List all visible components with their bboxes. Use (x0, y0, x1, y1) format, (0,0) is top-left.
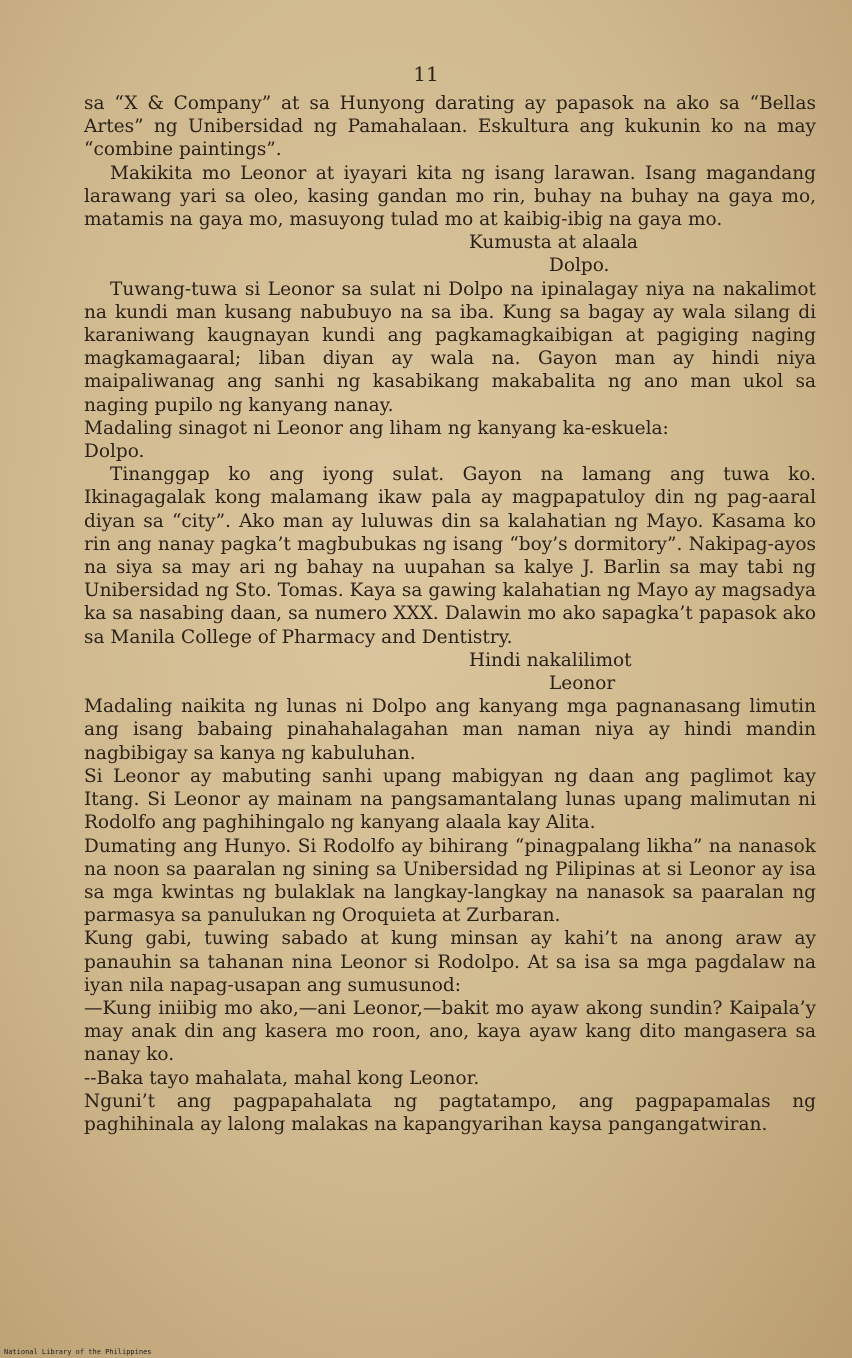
paragraph: Kung gabi, tuwing sabado at kung minsan ay kahi’t na anong araw ay panauhin sa tahanan nina Leonor si Rodolpo. At sa isa sa mga pagdalaw na iyan nila napag-usapan ang sumusunod: (84, 928, 816, 996)
footer-credit: National Library of the Philippines (4, 1348, 152, 1356)
paragraph: Tinanggap ko ang iyong sulat. Gayon na lamang ang tuwa ko. Ikinagagalak kong malamang ikaw pala ay magpapatuloy din ng pag-aaral diyan sa “city”. Ako man ay luluwas din sa kalahatian ng Mayo. Kasama ko rin ang nanay pagka’t magbubukas ng isang “boy’s dormitory”. Nakipag-ayos na siya sa may ari ng bahay na uupahan sa kalye J. Barlin sa may tabi ng Unibersidad ng Sto. Tomas. Kaya sa gawing kalahatian ng Mayo ay magsadya ka sa nasabing daan, sa numero XXX. Dalawin mo ako sapagka’t papasok ako sa Manila College of Pharmacy and Dentistry. (84, 464, 816, 648)
letter-closing: Kumusta at alaala (469, 232, 638, 254)
paragraph: Tuwang-tuwa si Leonor sa sulat ni Dolpo na ipinalagay niya na nakalimot na kundi man kusang nabubuyo na sa iba. Kung sa bagay ay wala silang di karaniwang kaugnayan kundi ang pagkamagkaibigan at pagiging naging magkamagaaral; liban diyan ay wala na. Gayon man ay hindi niya maipaliwanag ang sanhi ng kasabikang makabalita ng ano man ukol sa naging pupilo ng kanyang nanay. (84, 278, 816, 416)
letter-salutation: Dolpo. (84, 441, 145, 463)
dialogue-line: —Kung iniibig mo ako,—ani Leonor,—bakit mo ayaw akong sundin? Kaipala’y may anak din ang kasera mo roon, ano, kaya ayaw kang dito mangasera sa nanay ko. (84, 997, 816, 1066)
letter-closing: Hindi nakalilimot (469, 649, 632, 671)
paragraph: Madaling naikita ng lunas ni Dolpo ang kanyang mga pagnanasang limutin ang isang babaing pinahahalagahan man naman niya ay hindi mandin nagbibigay sa kanya ng kabuluhan. (84, 696, 816, 764)
paragraph: Madaling sinagot ni Leonor ang liham ng kanyang ka-eskuela: (84, 417, 669, 439)
letter-signature: Dolpo. (549, 255, 610, 277)
paragraph: Dumating ang Hunyo. Si Rodolfo ay bihirang “pinagpalang likha” na nanasok na noon sa paaralan ng sining sa Unibersidad ng Pilipinas at si Leonor ay isa sa mga kwintas ng bulaklak na langkay-langkay na nanasok sa paaralan ng parmasya sa panulukan ng Oroquieta at Zurbaran. (84, 835, 816, 927)
paragraph: Nguni’t ang pagpapahalata ng pagtatampo, ang pagpapamalas ng paghihinala ay lalong malakas na kapangyarihan kaysa pangangatwiran. (84, 1090, 816, 1135)
letter-signature: Leonor (549, 673, 616, 695)
paragraph: sa “X & Company” at sa Hunyong darating ay papasok na ako sa “Bellas Artes” ng Unibersidad ng Pamahalaan. Eskultura ang kukunin ko na may “combine paintings”. (84, 93, 816, 161)
dialogue-line: --Baka tayo mahalata, mahal kong Leonor. (84, 1067, 480, 1089)
paragraph: Si Leonor ay mabuting sanhi upang mabigyan ng daan ang paglimot kay Itang. Si Leonor ay mainam na pangsamantalang lunas upang malimutan ni Rodolfo ang paghihingalo ng kanyang alaala kay Alita. (84, 765, 816, 834)
paragraph: Makikita mo Leonor at iyayari kita ng isang larawan. Isang magandang larawang yari sa oleo, kasing gandan mo rin, buhay na buhay na gaya mo, matamis na gaya mo, masuyong tulad mo at kaibig-ibig na gaya mo. (84, 162, 816, 231)
page-body (84, 92, 816, 1136)
page-number: 11 (413, 62, 439, 86)
